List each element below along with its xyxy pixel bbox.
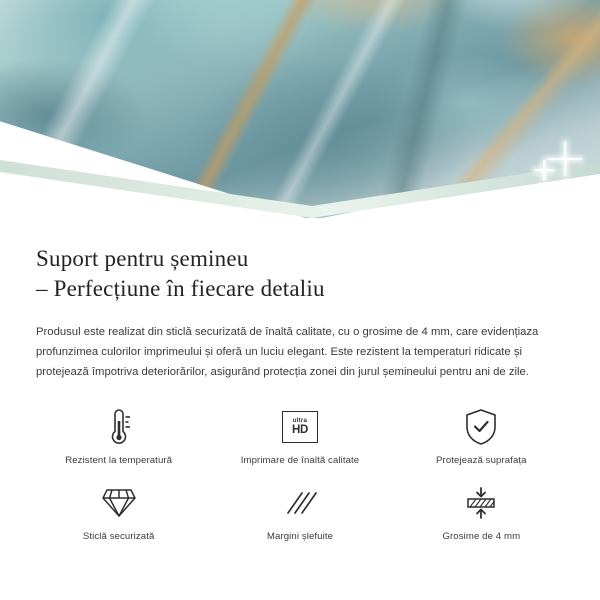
feature-item-polished-edges [209,480,390,542]
feature-label: Protejează suprafața [436,455,527,466]
feature-label: Margini șlefuite [266,531,334,542]
feature-label: Sticlă securizată [82,531,155,542]
page-title-line-1: Suport pentru șemineu [36,246,249,271]
hero-image [0,0,600,218]
ultra-hd-badge-top: ultra [292,416,308,424]
page-title [36,244,564,304]
feature-label: Grosime de 4 mm [442,531,521,542]
polished-edges-icon [282,480,318,526]
glass-edge-highlight [0,112,600,218]
feature-item-surface-protection [391,404,572,466]
thickness-icon [462,480,500,526]
feature-item-temperature [28,404,209,466]
feature-grid [0,404,600,542]
page-title-line-2: – Perfecțiune în fiecare detaliu [36,276,325,301]
ultra-hd-icon [282,404,318,450]
description-paragraph: Produsul este realizat din sticlă securizată de înaltă calitate, cu o grosime de 4 mm, care evidențiaza profunzimea culorilor imprimeului și oferă un luciu elegant. Este rezistent la temperaturi ridicate și protejează împotriva deteriorărilor, asigurând protecția zonei din jurul șemineului pentru ani de zile. [36,326,539,378]
ultra-hd-badge-bottom: HD [291,423,308,436]
feature-item-print-quality [209,404,390,466]
text-block [0,218,600,382]
thermometer-icon [104,404,134,450]
feature-label: Rezistent la temperatură [65,455,173,466]
feature-item-thickness [391,480,572,542]
shield-check-icon [463,404,499,450]
diamond-icon [100,480,138,526]
feature-label: Imprimare de înaltă calitate [240,455,360,466]
feature-item-tempered-glass [28,480,209,542]
